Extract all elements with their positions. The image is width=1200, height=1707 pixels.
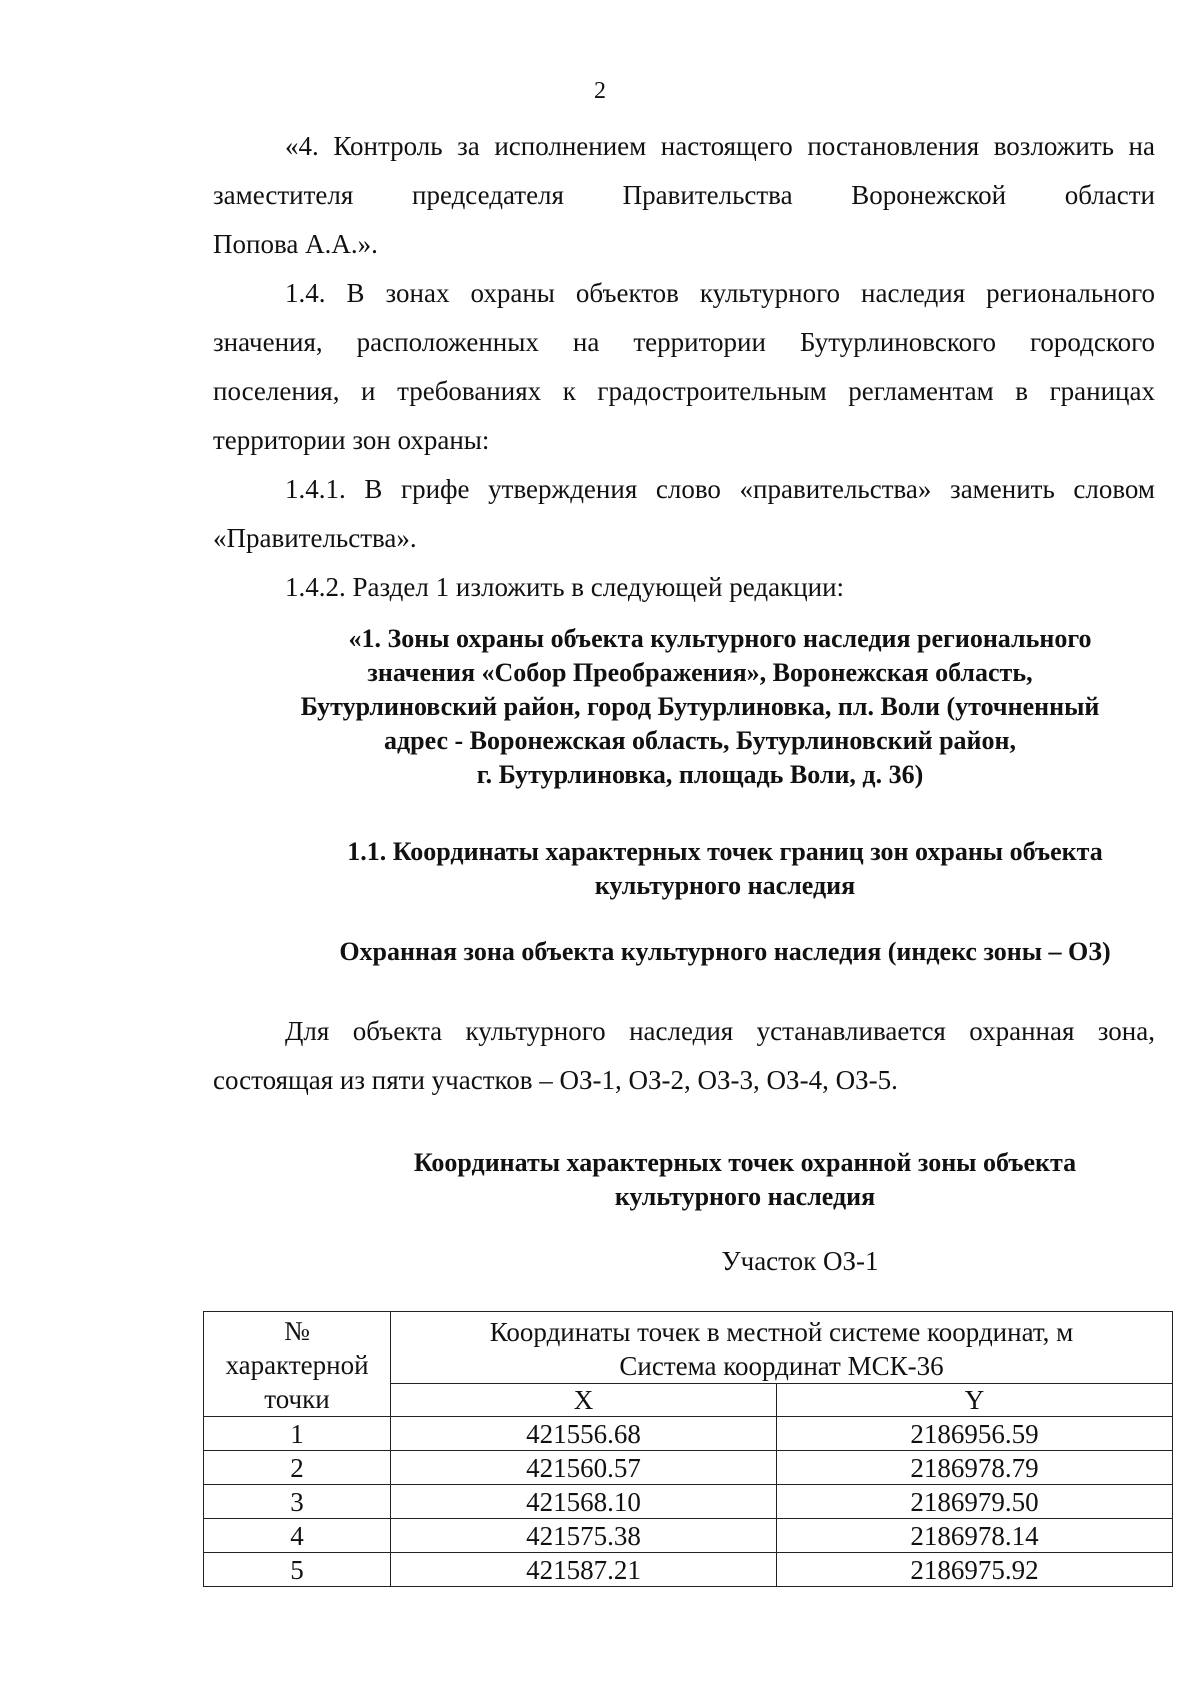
- cell-x: 421560.57: [391, 1451, 777, 1485]
- paragraph-2-line-4: территории зон охраны:: [213, 425, 490, 455]
- subsection-title-line-1: 1.1. Координаты характерных точек границ зон охраны объекта: [347, 837, 1103, 866]
- zone-title: Охранная зона объекта культурного наследия (индекс зоны – ОЗ): [339, 937, 1111, 966]
- cell-point-number: 5: [204, 1553, 391, 1587]
- cell-point-number: 1: [204, 1417, 391, 1451]
- cell-x: 421556.68: [391, 1417, 777, 1451]
- paragraph-1-line-1: «4. Контроль за исполнением настоящего постановления возложить на: [285, 131, 1155, 161]
- cell-y: 2186978.79: [777, 1451, 1173, 1485]
- paragraph-2-line-2: значения, расположенных на территории Бутурлиновского городского: [213, 327, 1155, 357]
- section-title-line-5: г. Бутурлиновка, площадь Воли, д. 36): [476, 760, 924, 789]
- subsection-title-line-2: культурного наследия: [594, 871, 856, 900]
- table-header-row: [204, 1312, 1173, 1384]
- zone-text-line-1: Для объекта культурного наследия устанавливается охранная зона,: [285, 1016, 1155, 1046]
- table-row: [204, 1519, 1173, 1553]
- section-title-line-1: «1. Зоны охраны объекта культурного наследия регионального: [348, 624, 1092, 653]
- point-number-header-line-1: №: [284, 1316, 310, 1346]
- coordinates-header-line-2: Система координат МСК-36: [619, 1350, 944, 1381]
- paragraph-3-line-1: 1.4.1. В грифе утверждения слово «правительства» заменить словом: [285, 474, 1155, 504]
- page-number: 2: [594, 78, 606, 104]
- cell-point-number: 2: [204, 1451, 391, 1485]
- point-number-header-line-3: точки: [264, 1384, 330, 1414]
- section-title-line-2: значения «Собор Преображения», Воронежская область,: [367, 658, 1033, 687]
- cell-point-number: 3: [204, 1485, 391, 1519]
- section-title-line-3: Бутурлиновский район, город Бутурлиновка, пл. Воли (уточненный: [300, 692, 1100, 721]
- cell-x: 421587.21: [391, 1553, 777, 1587]
- section-title: [230, 622, 1170, 792]
- cell-y: 2186978.14: [777, 1519, 1173, 1553]
- column-header-coordinates: [391, 1312, 1173, 1384]
- table-row: [204, 1451, 1173, 1485]
- paragraph-2-line-1: 1.4. В зонах охраны объектов культурного наследия регионального: [285, 278, 1155, 308]
- table-title: [320, 1146, 1170, 1214]
- paragraph-3-line-2: «Правительства».: [213, 523, 417, 553]
- column-header-x: X: [391, 1384, 777, 1417]
- point-number-header-line-2: характерной: [225, 1350, 369, 1380]
- column-header-point-number: [204, 1312, 391, 1417]
- table-title-line-1: Координаты характерных точек охранной зоны объекта: [413, 1148, 1077, 1177]
- cell-y: 2186979.50: [777, 1485, 1173, 1519]
- cell-y: 2186956.59: [777, 1417, 1173, 1451]
- table-row: [204, 1485, 1173, 1519]
- cell-x: 421568.10: [391, 1485, 777, 1519]
- paragraph-4: 1.4.2. Раздел 1 изложить в следующей редакции:: [285, 572, 845, 602]
- cell-point-number: 4: [204, 1519, 391, 1553]
- section-title-line-4: адрес - Воронежская область, Бутурлиновский район,: [383, 726, 1016, 755]
- paragraph-2-line-3: поселения, и требованиях к градостроительным регламентам в границах: [213, 376, 1155, 406]
- paragraph-1-line-3: Попова А.А.».: [213, 229, 378, 259]
- cell-y: 2186975.92: [777, 1553, 1173, 1587]
- zone-text-line-2: состоящая из пяти участков – ОЗ-1, ОЗ-2, ОЗ-3, ОЗ-4, ОЗ-5.: [213, 1065, 898, 1095]
- plot-label: Участок ОЗ-1: [721, 1246, 879, 1276]
- column-header-y: Y: [777, 1384, 1173, 1417]
- table-row: [204, 1553, 1173, 1587]
- table-row: [204, 1417, 1173, 1451]
- subsection-title: [280, 835, 1170, 903]
- table-title-line-2: культурного наследия: [614, 1182, 876, 1211]
- coordinates-header-line-1: Координаты точек в местной системе координат, м: [489, 1316, 1074, 1347]
- coordinates-table: [203, 1311, 1173, 1587]
- paragraph-1-line-2: заместителя председателя Правительства Воронежской области: [213, 180, 1155, 210]
- cell-x: 421575.38: [391, 1519, 777, 1553]
